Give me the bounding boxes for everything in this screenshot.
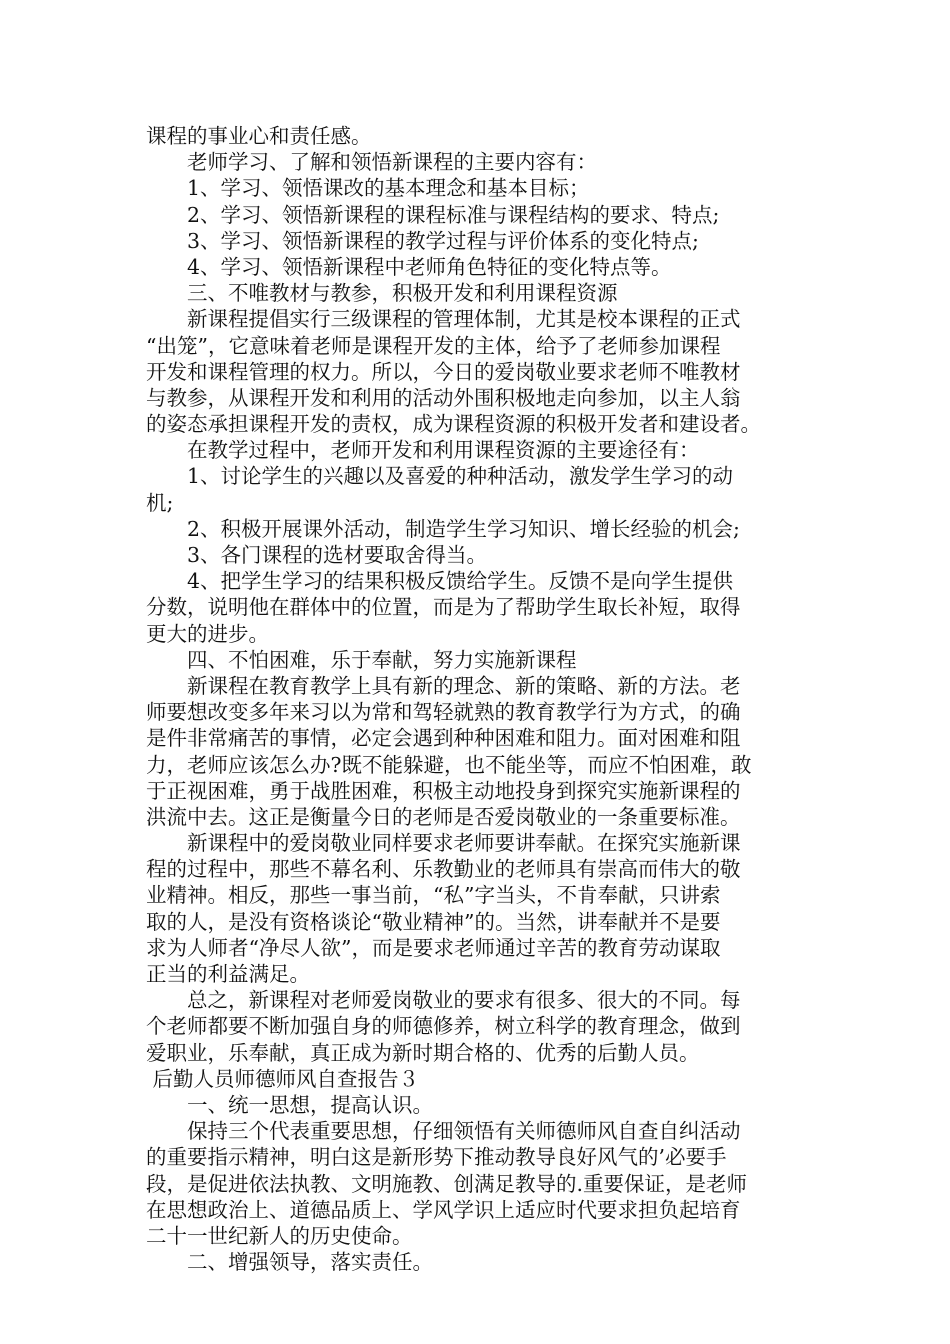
text-line: 4、学习、领悟新课程中老师角色特征的变化特点等。 (146, 254, 672, 279)
text-line: 1、讨论学生的兴趣以及喜爱的种种活动，激发学生学习的动 (146, 464, 734, 489)
text-line: 正当的利益满足。 (146, 962, 310, 986)
text-line: 3、学习、领悟新课程的教学过程与评价体系的变化特点; (146, 228, 699, 253)
section-heading: 二、增强领导，落实责任。 (146, 1250, 433, 1275)
text-line: 段，是促进依法执教、文明施教、创满足教导的.重要保证，是老师 (146, 1171, 748, 1196)
text-line: 二十一世纪新人的历史使命。 (146, 1223, 413, 1248)
text-line: 1、学习、领悟课改的基本理念和基本目标； (146, 176, 590, 201)
text-line: 保持三个代表重要思想，仔细领悟有关师德师风自查自纠活动 (146, 1119, 741, 1144)
text-line: 4、把学生学习的结果积极反馈给学生。反馈不是向学生提供 (146, 569, 734, 594)
text-line: 爱职业，乐奉献，真正成为新时期合格的、优秀的后勤人员。 (146, 1040, 700, 1065)
text-line: 机; (146, 490, 174, 515)
text-line: 与教参，从课程开发和利用的活动外围积极地走向参加，以主人翁 (146, 385, 741, 410)
report-title: 后勤人员师德师风自查报告３ (146, 1066, 420, 1091)
text-line: 业精神。相反，那些一事当前，“私”字当头，不肯奉献，只讲索 (146, 883, 721, 908)
text-line: 开发和课程管理的权力。所以，今日的爱岗敬业要求老师不唯教材 (146, 359, 741, 384)
text-line: 在教学过程中，老师开发和利用课程资源的主要途径有： (146, 438, 700, 463)
text-line: 新课程提倡实行三级课程的管理体制，尤其是校本课程的正式 (146, 307, 741, 332)
text-line: 的姿态承担课程开发的责权，成为课程资源的积极开发者和建设者。 (146, 412, 761, 437)
text-line: 力，老师应该怎么办?既不能躲避，也不能坐等，而应不怕困难，敢 (146, 752, 752, 777)
text-line: 总之，新课程对老师爱岗敬业的要求有很多、很大的不同。每 (146, 988, 741, 1013)
text-line: 2、学习、领悟新课程的课程标准与课程结构的要求、特点; (146, 202, 720, 227)
text-line: 新课程中的爱岗敬业同样要求老师要讲奉献。在探究实施新课 (146, 831, 741, 856)
text-line: 分数，说明他在群体中的位置，而是为了帮助学生取长补短，取得 (146, 595, 741, 620)
text-line: 洪流中去。这正是衡量今日的老师是否爱岗敬业的一条重要标准。 (146, 804, 741, 829)
text-line: 是件非常痛苦的事情，必定会遇到种种困难和阻力。面对困难和阻 (146, 726, 741, 751)
section-heading: 三、不唯教材与教参，积极开发和利用课程资源 (146, 281, 618, 306)
text-line: 新课程在教育教学上具有新的理念、新的策略、新的方法。老 (146, 673, 741, 698)
text-line: 于正视困难，勇于战胜困难，积极主动地投身到探究实施新课程的 (146, 778, 741, 803)
text-line: 师要想改变多年来习以为常和驾轻就熟的教育教学行为方式，的确 (146, 700, 741, 725)
text-line: “出笼”，它意味着老师是课程开发的主体，给予了老师参加课程 (146, 333, 721, 358)
text-line: 程的过程中，那些不幕名利、乐教勤业的老师具有崇高而伟大的敬 (146, 857, 741, 882)
text-line: 在思想政治上、道德品质上、学风学识上适应时代要求担负起培育 (146, 1197, 741, 1222)
text-line: 个老师都要不断加强自身的师德修养，树立科学的教育理念，做到 (146, 1014, 741, 1039)
section-heading: 一、统一思想，提高认识。 (146, 1092, 433, 1117)
section-heading: 四、不怕困难，乐于奉献，努力实施新课程 (146, 647, 577, 672)
text-line: 更大的进步。 (146, 621, 269, 646)
text-line: 的重要指示精神，明白这是新形势下推动教导良好风气的’必要手 (146, 1145, 727, 1170)
text-line: 取的人，是没有资格谈论“敬业精神”的。当然，讲奉献并不是要 (146, 909, 721, 934)
body-text (146, 123, 810, 1275)
text-line: 课程的事业心和责任感。 (146, 124, 372, 148)
text-line: 3、各门课程的选材要取舍得当。 (146, 543, 488, 567)
text-line: 2、积极开展课外活动，制造学生学习知识、增长经验的机会; (146, 516, 740, 541)
text-line: 老师学习、了解和领悟新课程的主要内容有： (146, 150, 597, 175)
text-line: 求为人师者“净尽人欲”，而是要求老师通过辛苦的教育劳动谋取 (146, 935, 721, 960)
